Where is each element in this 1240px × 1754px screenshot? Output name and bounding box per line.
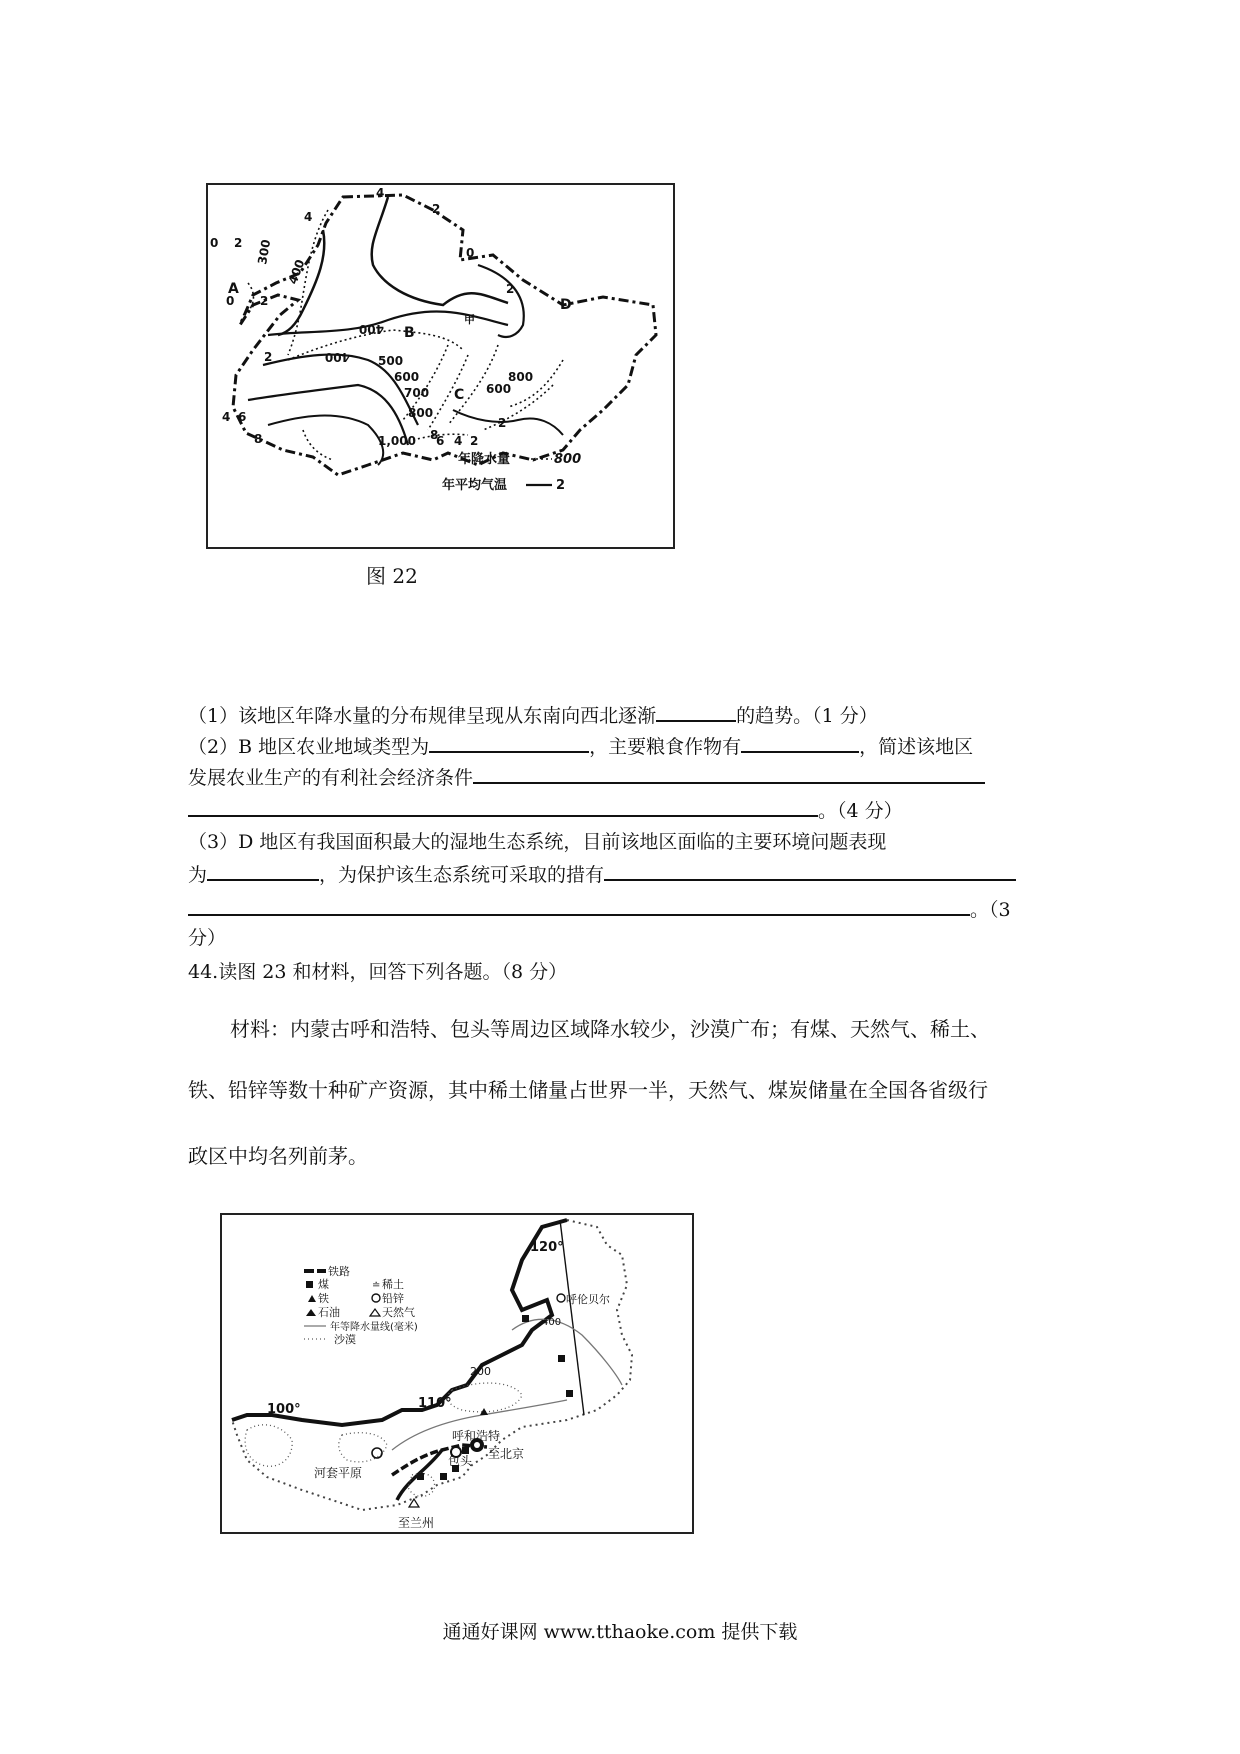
- q3-tail: 。（3: [970, 899, 1011, 921]
- q2-tail: 。（4 分）: [818, 800, 903, 822]
- figure-23-map: [220, 1213, 694, 1534]
- legend-coal: 煤: [318, 1278, 329, 1291]
- q2-farming-type-blank[interactable]: [429, 731, 589, 753]
- label-baotou: 包头: [448, 1454, 473, 1468]
- legend-precip-label: 年降水量: [458, 452, 511, 467]
- fig22-legend: [442, 451, 581, 493]
- label-B: B: [404, 325, 415, 341]
- legend-lead-zinc: 铅锌: [382, 1292, 404, 1305]
- isohyet-label: 600: [394, 370, 420, 384]
- question-3-line2: [188, 859, 1016, 889]
- coal-marker: [417, 1473, 424, 1480]
- label-lon-120: 120°: [530, 1240, 564, 1255]
- isotherm-label: 6: [238, 410, 247, 424]
- question-2-line3: [188, 795, 903, 825]
- label-D: D: [560, 297, 572, 313]
- q1-answer-blank[interactable]: [656, 700, 736, 722]
- isotherm-label: 2: [260, 294, 269, 308]
- label-hetao: 河套平原: [314, 1466, 363, 1480]
- isotherm-label: 4: [454, 434, 463, 448]
- q3-measures-blank-1[interactable]: [604, 859, 1016, 881]
- label-isohyet-400: 400: [542, 1317, 562, 1328]
- coal-marker: [462, 1447, 469, 1454]
- legend-iron: 铁: [318, 1292, 329, 1305]
- isohyet-label: 300: [255, 238, 274, 266]
- isohyet-label: 700: [404, 386, 430, 400]
- isotherm-label: 8: [254, 432, 263, 446]
- q2-conditions-blank-2[interactable]: [188, 795, 818, 817]
- figure-22-svg: [208, 185, 673, 547]
- isotherm-line: [453, 410, 563, 435]
- question-3-line4: [188, 924, 226, 952]
- q3-measures-blank-2[interactable]: [188, 894, 970, 916]
- hulunbuir-marker: [557, 1294, 565, 1302]
- legend-desert: 沙漠: [334, 1333, 356, 1346]
- q3-line2a: 为: [188, 864, 208, 886]
- isohyet-label: 800: [408, 406, 434, 420]
- q3-line2b: ，为保护该生态系统可采取的措有: [319, 864, 605, 886]
- legend-gas: 天然气: [382, 1306, 415, 1319]
- legend-oil: 石油: [318, 1306, 340, 1319]
- material-line-2: 铁、铅锌等数十种矿产资源，其中稀土储量占世界一半，天然气、煤炭储量在全国各省级行: [188, 1078, 988, 1102]
- label-C: C: [454, 387, 465, 403]
- legend-temp-value: 2: [556, 478, 566, 493]
- figure-23-svg: [222, 1215, 692, 1532]
- province-boundary: [232, 1220, 632, 1510]
- coal-marker: [440, 1473, 447, 1480]
- isotherm-label: 4: [376, 186, 385, 200]
- question-44: 44.读图 23 和材料，回答下列各题。（8 分）: [188, 961, 568, 983]
- coal-marker: [566, 1390, 573, 1397]
- q1-text: （1）该地区年降水量的分布规律呈现从东南向西北逐渐: [188, 705, 657, 727]
- isotherm-label: 2: [498, 416, 507, 430]
- isohyet-label: 600: [486, 382, 512, 396]
- isotherm-label: 8: [430, 428, 439, 442]
- isotherm-label: 0: [466, 246, 475, 260]
- question-2-line2: [188, 762, 985, 792]
- label-lon-110: 110°: [418, 1396, 452, 1411]
- q2-conditions-blank-1[interactable]: [473, 762, 985, 784]
- isotherm-label: 6: [436, 434, 445, 448]
- isotherm-label: 2: [234, 236, 243, 250]
- region-boundary: [233, 195, 656, 475]
- isotherm-label: 2: [506, 282, 515, 296]
- label-hohhot: 呼和浩特: [452, 1429, 501, 1443]
- label-lon-100: 100°: [267, 1402, 301, 1417]
- isohyet-label: 400: [285, 257, 308, 287]
- q2-part3: ，简述该地区: [859, 736, 974, 758]
- isotherm-label: 4: [222, 410, 231, 424]
- question-2-line1: [188, 731, 973, 761]
- isotherm-label: 0: [226, 294, 235, 308]
- figure-22-caption: 图 22: [366, 564, 418, 588]
- page-footer: 通通好课网 www.tthaoke.com 提供下载: [442, 1621, 798, 1643]
- q2-part2: ，主要粮食作物有: [589, 736, 742, 758]
- material-line-1: 材料：内蒙古呼和浩特、包头等周边区域降水较少，沙漠广布；有煤、天然气、稀土、: [230, 1017, 990, 1041]
- isohyet-label: 800: [508, 370, 534, 384]
- isohyet-line: [512, 1319, 622, 1385]
- isotherm-label: 4: [304, 210, 313, 224]
- isohyet-label: 400: [324, 350, 350, 364]
- q2-crops-blank[interactable]: [741, 731, 859, 753]
- svg-text:≐: ≐: [372, 1280, 381, 1291]
- coal-marker: [558, 1355, 565, 1362]
- isotherm-label: 2: [264, 350, 273, 364]
- material-line-3: 政区中均名列前茅。: [188, 1144, 368, 1168]
- isotherm-label: 0: [210, 236, 219, 250]
- isohyet-label: 1,000: [378, 434, 416, 448]
- label-A: A: [228, 281, 239, 297]
- lead-zinc-marker: [372, 1448, 382, 1458]
- label-isohyet-200: 200: [470, 1365, 491, 1378]
- label-to-beijing: 至北京: [488, 1447, 525, 1461]
- q2-line2: 发展农业生产的有利社会经济条件: [188, 767, 474, 789]
- figure-22-map: [206, 183, 675, 549]
- label-jia: 甲: [464, 313, 475, 326]
- isotherm-label: 2: [470, 434, 479, 448]
- q2-part1: （2）B 地区农业地域类型为: [188, 736, 430, 758]
- legend-temp-label: 年平均气温: [442, 478, 508, 493]
- coal-marker: [522, 1315, 529, 1322]
- question-1: [188, 700, 878, 730]
- fig23-legend: [304, 1264, 418, 1346]
- q1-tail: 的趋势。（1 分）: [736, 705, 878, 727]
- question-3-line1: [188, 828, 886, 856]
- legend-rare-earth: 稀土: [382, 1278, 404, 1291]
- q3-line1: （3）D 地区有我国面积最大的湿地生态系统，目前该地区面临的主要环境问题表现: [188, 831, 887, 853]
- isohyet-label: 400: [358, 322, 384, 336]
- legend-railway: 铁路: [328, 1265, 350, 1278]
- label-to-lanzhou: 至兰州: [398, 1516, 435, 1530]
- isotherm-label: 2: [432, 202, 441, 216]
- q3-line4: 分）: [188, 927, 227, 949]
- legend-precip-value: 800: [554, 452, 582, 467]
- legend-isohyet: 年等降水量线(毫米): [330, 1322, 418, 1333]
- q3-problem-blank[interactable]: [207, 859, 319, 881]
- question-3-line3: [188, 894, 1011, 924]
- label-hulunbuir: 呼伦贝尔: [566, 1293, 610, 1306]
- isohyet-label: 500: [378, 354, 404, 368]
